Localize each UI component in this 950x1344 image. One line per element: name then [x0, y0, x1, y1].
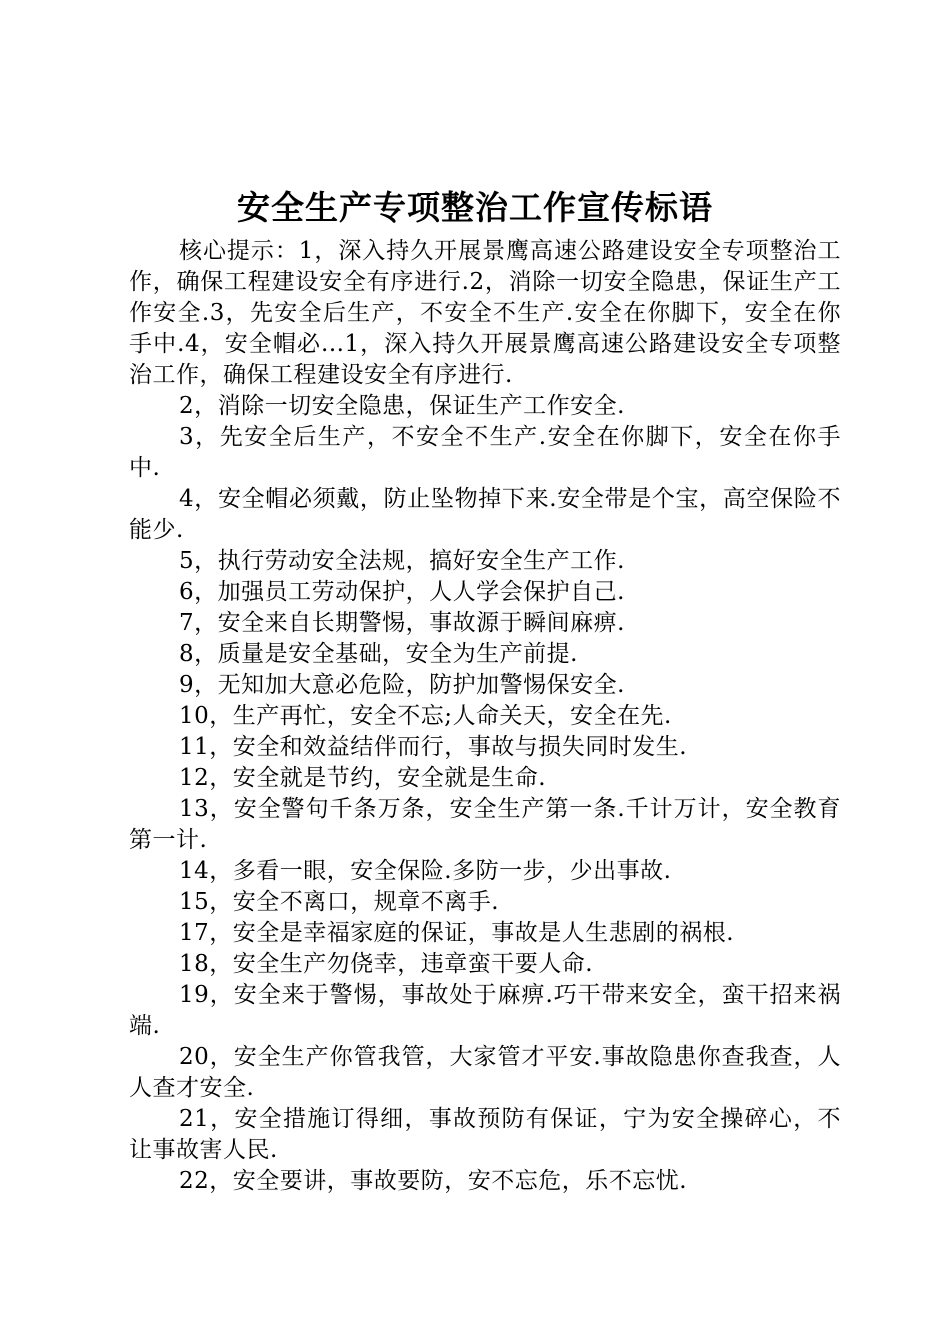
paragraph-slogan-15: 15，安全不离口，规章不离手. — [179, 889, 500, 915]
document-title: 安全生产专项整治工作宣传标语 — [237, 188, 713, 227]
paragraph-slogan-9: 9，无知加大意必危险，防护加警惕保安全. — [179, 672, 625, 698]
paragraph-slogan-7: 7，安全来自长期警惕，事故源于瞬间麻痹. — [179, 610, 625, 636]
paragraph-intro: 核心提示：1，深入持久开展景鹰高速公路建设安全专项整治工作，确保工程建设安全有序进行.2，消除一切安全隐患，保证生产工作安全.3，先安全后生产，不安全不生产.安全在你脚下，安全在你手中.4，安全帽必...1，深入持久开展景鹰高速公路建设安全专项整治工作，确保工程建设安全有序进行. — [129, 238, 841, 388]
paragraph-slogan-13: 13，安全警句千条万条，安全生产第一条.千计万计，安全教育第一计. — [129, 796, 841, 853]
paragraph-slogan-14: 14，多看一眼，安全保险.多防一步，少出事故. — [179, 858, 672, 884]
document-body — [129, 236, 841, 1197]
paragraph-slogan-4: 4，安全帽必须戴，防止坠物掉下来.安全带是个宝，高空保险不能少. — [129, 486, 841, 543]
paragraph-slogan-19: 19，安全来于警惕，事故处于麻痹.巧干带来安全，蛮干招来祸端. — [129, 982, 841, 1039]
paragraph-slogan-17: 17，安全是幸福家庭的保证，事故是人生悲剧的祸根. — [179, 920, 735, 946]
paragraph-slogan-8: 8，质量是安全基础，安全为生产前提. — [179, 641, 578, 667]
paragraph-slogan-10: 10，生产再忙，安全不忘;人命关天，安全在先. — [179, 703, 672, 729]
paragraph-slogan-20: 20，安全生产你管我管，大家管才平安.事故隐患你查我查，人人查才安全. — [129, 1044, 841, 1101]
paragraph-slogan-18: 18，安全生产勿侥幸，违章蛮干要人命. — [179, 951, 594, 977]
paragraph-slogan-22: 22，安全要讲，事故要防，安不忘危，乐不忘忧. — [179, 1168, 688, 1194]
paragraph-slogan-5: 5，执行劳动安全法规，搞好安全生产工作. — [179, 548, 625, 574]
paragraph-slogan-2: 2，消除一切安全隐患，保证生产工作安全. — [179, 393, 625, 419]
paragraph-slogan-3: 3，先安全后生产，不安全不生产.安全在你脚下，安全在你手中. — [129, 424, 841, 481]
paragraph-slogan-6: 6，加强员工劳动保护，人人学会保护自己. — [179, 579, 625, 605]
paragraph-slogan-11: 11，安全和效益结伴而行，事故与损失同时发生. — [179, 734, 688, 760]
paragraph-slogan-21: 21，安全措施订得细，事故预防有保证，宁为安全操碎心，不让事故害人民. — [129, 1106, 841, 1163]
paragraph-slogan-12: 12，安全就是节约，安全就是生命. — [179, 765, 547, 791]
